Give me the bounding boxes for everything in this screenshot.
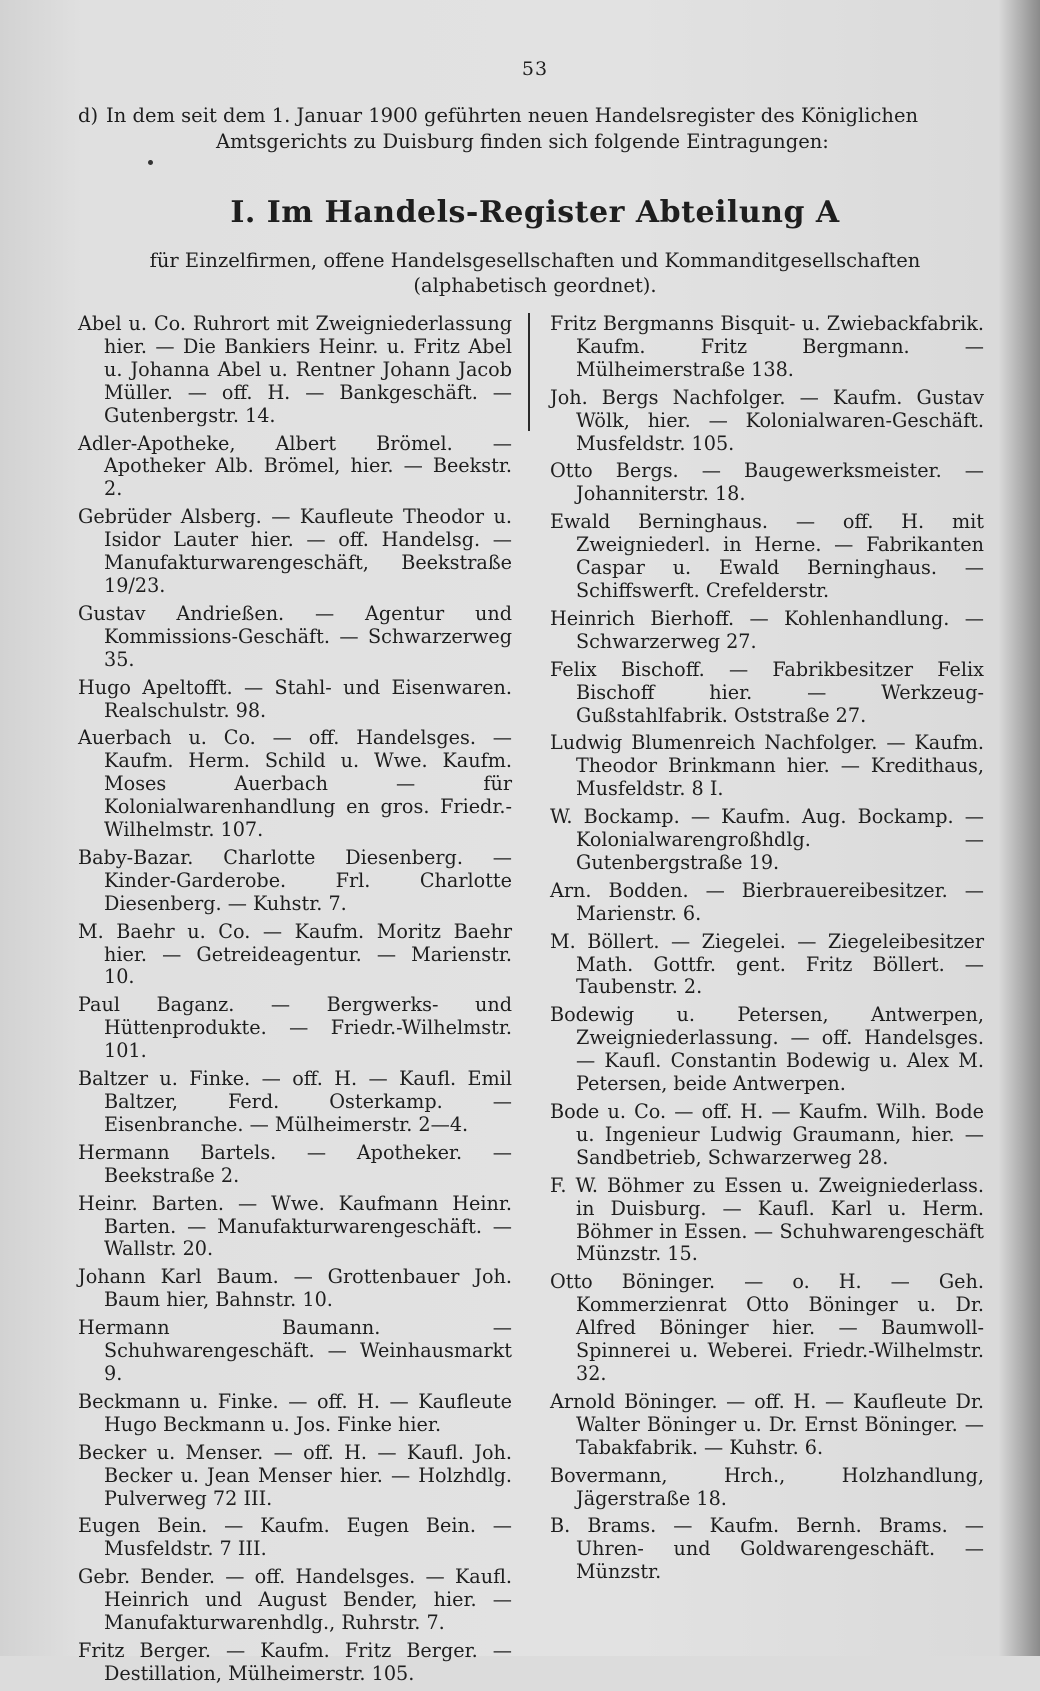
register-entry: Abel u. Co. Ruhrort mit Zweigniederlassung hier. — Die Bankiers Heinr. u. Fritz Abel u. Johanna Abel u. Rentner Johann Jacob Müller. — off. H. — Bankgeschäft. — Gutenbergstr. 14. [78,312,512,427]
register-entry: Auerbach u. Co. — off. Handelsges. — Kaufm. Herm. Schild u. Wwe. Kaufm. Moses Auerbach — für Kolonialwarenhandlung en gros. Friedr.-Wilhelmstr. 107. [78,726,512,842]
section-subtitle [0,248,1040,298]
register-entry: Gustav Andrießen. — Agentur und Kommissions-Geschäft. — Schwarzerweg 35. [78,601,512,671]
section-subtitle-line-1: für Einzelfirmen, offene Handelsgesellschaften und Kommanditgesellschaften [149,249,921,272]
section-subtitle-line-2: (alphabetisch geordnet). [413,274,657,297]
register-entry: Johann Karl Baum. — Grottenbauer Joh. Baum hier, Bahnstr. 10. [78,1265,512,1312]
register-entry: Felix Bischoff. — Fabrikbesitzer Felix Bischoff hier. — Werkzeug-Gußstahlfabrik. Oststraße 27. [550,657,984,727]
left-column [78,313,512,1691]
register-entry: Becker u. Menser. — off. H. — Kaufl. Joh. Becker u. Jean Menser hier. — Holzhdlg. Pulverweg 72 III. [78,1440,512,1510]
page-number: 53 [521,58,549,80]
register-entry: Joh. Bergs Nachfolger. — Kaufm. Gustav Wölk, hier. — Kolonialwaren-Geschäft. Musfeldstr. 105. [550,385,984,455]
section-title: I. Im Handels-Register Abteilung A [230,195,840,230]
register-entry: Eugen Bein. — Kaufm. Eugen Bein. — Musfeldstr. 7 III. [78,1514,512,1561]
register-entry: Gebr. Bender. — off. Handelsges. — Kaufl. Heinrich und August Bender, hier. — Manufakturwarenhdlg., Ruhrstr. 7. [78,1565,512,1635]
register-entry: Bovermann, Hrch., Holzhandlung, Jägerstraße 18. [550,1463,984,1510]
register-entry: Hermann Baumann. — Schuhwarengeschäft. — Weinhausmarkt 9. [78,1316,512,1385]
intro-paragraph [78,103,988,155]
register-entry: Bode u. Co. — off. H. — Kaufm. Wilh. Bode u. Ingenieur Ludwig Graumann, hier. — Sandbetrieb, Schwarzerweg 28. [550,1100,984,1169]
register-entry: Fritz Berger. — Kaufm. Fritz Berger. — Destillation, Mülheimerstr. 105. [78,1638,512,1685]
intro-line-2: Amtsgerichts zu Duisburg finden sich folgende Eintragungen: [216,130,829,153]
right-column [550,313,984,1589]
register-entry: Ewald Berninghaus. — off. H. mit Zweigniederl. in Herne. — Fabrikanten Caspar u. Ewald Berninghaus. — Schiffswerft. Crefelderstr. [550,510,984,602]
intro-line-1-text: In dem seit dem 1. Januar 1900 geführten neuen Handelsregister des Königlichen [106,104,919,127]
register-entry: Gebrüder Alsberg. — Kaufleute Theodor u. Isidor Lauter hier. — off. Handelsg. — Manufakturwarengeschäft, Beekstraße 19/23. [78,505,512,597]
register-entry: Bodewig u. Petersen, Antwerpen, Zweigniederlassung. — off. Handelsges. — Kaufl. Constantin Bodewig u. Alex M. Petersen, beide Antwerpen. [550,1003,984,1096]
register-entry: W. Bockamp. — Kaufm. Aug. Bockamp. — Kolonialwarengroßhdlg. — Gutenbergstraße 19. [550,805,984,874]
register-entry: Paul Baganz. — Bergwerks- und Hüttenprodukte. — Friedr.-Wilhelmstr. 101. [78,993,512,1063]
register-columns [78,312,990,1685]
stray-dot [148,160,153,165]
register-entry: B. Brams. — Kaufm. Bernh. Brams. — Uhren- und Goldwarengeschäft. — Münzstr. [550,1514,984,1584]
register-entry: Hermann Bartels. — Apotheker. — Beekstraße 2. [78,1140,512,1187]
register-entry: Ludwig Blumenreich Nachfolger. — Kaufm. Theodor Brinkmann hier. — Kredithaus, Musfeldstr. 8 I. [550,731,984,801]
register-entry: Otto Böninger. — o. H. — Geh. Kommerzienrat Otto Böninger u. Dr. Alfred Böninger hier. — Baumwoll-Spinnerei u. Weberei. Friedr.-Wilhelmstr. 32. [550,1270,984,1385]
register-entry: Baltzer u. Finke. — off. H. — Kaufl. Emil Baltzer, Ferd. Osterkamp. — Eisenbranche. — Mülheimerstr. 2—4. [78,1067,512,1136]
register-entry: Otto Bergs. — Baugewerksmeister. — Johanniterstr. 18. [550,459,984,506]
register-entry: Hugo Apeltofft. — Stahl- und Eisenwaren. Realschulstr. 98. [78,675,512,722]
column-divider [528,313,530,431]
register-entry: M. Baehr u. Co. — Kaufm. Moritz Baehr hier. — Getreideagentur. — Marienstr. 10. [78,919,512,989]
register-entry: Heinr. Barten. — Wwe. Kaufmann Heinr. Barten. — Manufakturwarengeschäft. — Wallstr. 20. [78,1191,512,1261]
register-entry: Fritz Bergmanns Bisquit- u. Zwiebackfabrik. Kaufm. Fritz Bergmann. — Mülheimerstraße 138. [550,312,984,381]
register-entry: Arn. Bodden. — Bierbrauereibesitzer. — Marienstr. 6. [550,878,984,925]
register-entry: M. Böllert. — Ziegelei. — Ziegeleibesitzer Math. Gottfr. gent. Fritz Böllert. — Taubenstr. 2. [550,929,984,999]
register-entry: Beckmann u. Finke. — off. H. — Kaufleute Hugo Beckmann u. Jos. Finke hier. [78,1389,512,1436]
register-entry: F. W. Böhmer zu Essen u. Zweigniederlass. in Duisburg. — Kaufl. Karl u. Herm. Böhmer in Essen. — Schuhwarengeschäft Münzstr. 15. [550,1173,984,1266]
intro-marker: d) [78,104,99,127]
register-entry: Heinrich Bierhoff. — Kohlenhandlung. — Schwarzerweg 27. [550,606,984,653]
register-entry: Baby-Bazar. Charlotte Diesenberg. — Kinder-Garderobe. Frl. Charlotte Diesenberg. — Kuhstr. 7. [78,845,512,915]
register-entry: Arnold Böninger. — off. H. — Kaufleute Dr. Walter Böninger u. Dr. Ernst Böninger. — Tabakfabrik. — Kuhstr. 6. [550,1389,984,1459]
intro-line-1 [78,103,988,129]
register-entry: Adler-Apotheke, Albert Brömel. — Apotheker Alb. Brömel, hier. — Beekstr. 2. [78,431,512,501]
